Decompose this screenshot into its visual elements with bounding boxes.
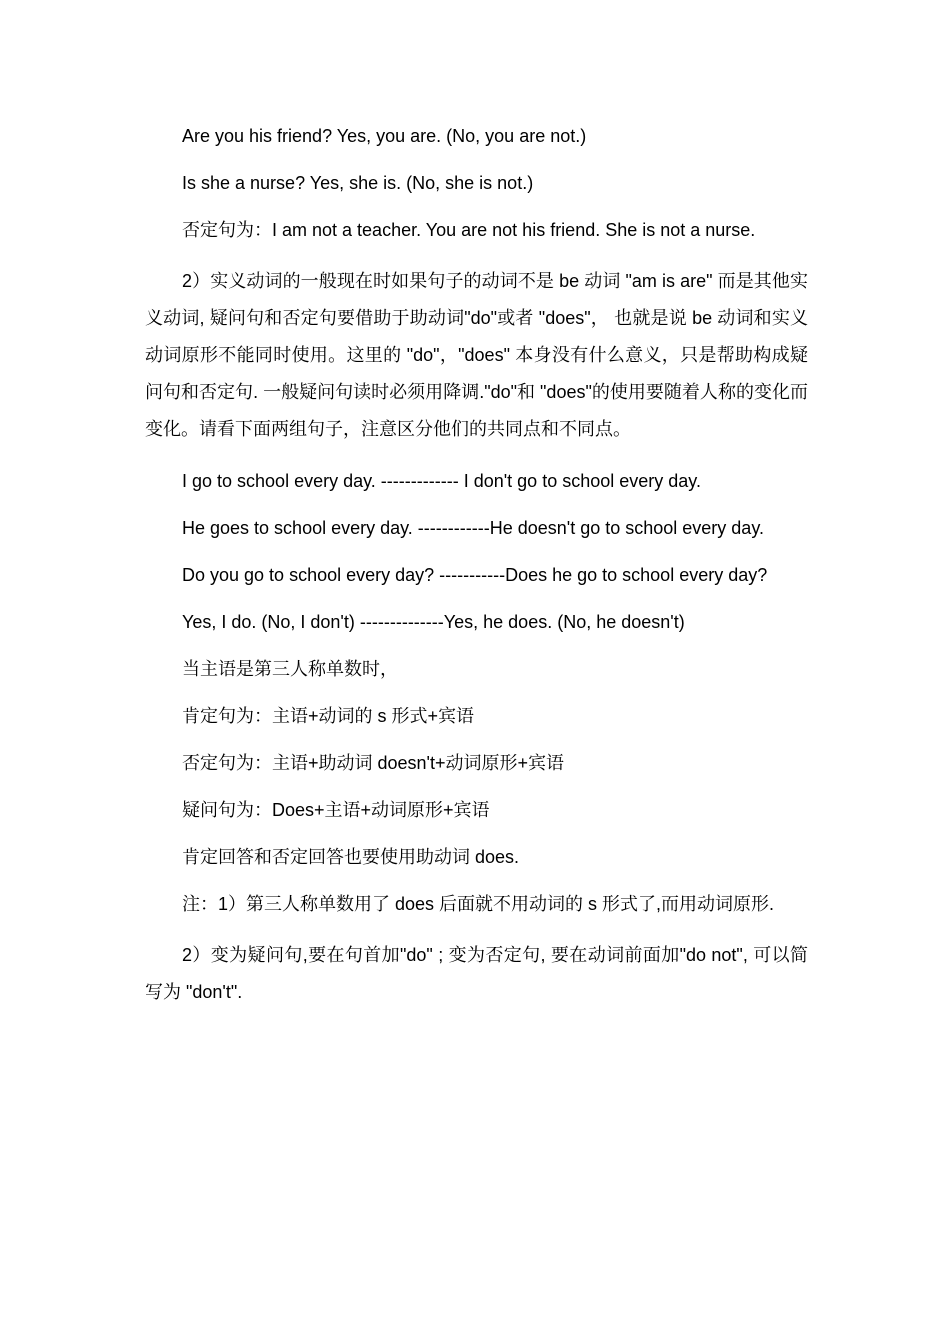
- paragraph-example-he-goes: He goes to school every day. ------------He doesn't go to school every day.: [182, 518, 764, 538]
- paragraph-example-answers: Yes, I do. (No, I don't) --------------Yes, he does. (No, he doesn't): [182, 612, 685, 632]
- paragraph-question-nurse: Is she a nurse? Yes, she is. (No, she is not.): [182, 173, 534, 193]
- paragraph-negative-sentences: 否定句为：I am not a teacher. You are not his friend. She is not a nurse.: [182, 220, 756, 240]
- paragraph-example-i-go: I go to school every day. ------------- I don't go to school every day.: [182, 471, 701, 491]
- paragraph-affirmative-rule: 肯定句为：主语+动词的 s 形式+宾语: [182, 706, 475, 726]
- paragraph-note-2: 2）变为疑问句,要在句首加"do" ; 变为否定句, 要在动词前面加"do not", 可以简写为 "don't".: [145, 945, 808, 1002]
- paragraph-third-person-intro: 当主语是第三人称单数时，: [182, 659, 398, 679]
- paragraph-question-rule: 疑问句为：Does+主语+动词原形+宾语: [182, 800, 490, 820]
- paragraph-negative-rule: 否定句为：主语+助动词 doesn't+动词原形+宾语: [182, 753, 565, 773]
- paragraph-example-questions: Do you go to school every day? -----------Does he go to school every day?: [182, 565, 768, 585]
- paragraph-answer-rule: 肯定回答和否定回答也要使用助动词 does.: [182, 847, 520, 867]
- paragraph-note-1: 注：1）第三人称单数用了 does 后面就不用动词的 s 形式了,而用动词原形.: [182, 894, 775, 914]
- paragraph-notional-verb-explanation: 2）实义动词的一般现在时如果句子的动词不是 be 动词 "am is are" 而是其他实义动词, 疑问句和否定句要借助于助动词"do"或者 "does"， 也就是说 be 动词和实义动词原形不能同时使用。这里的 "do"，"does" 本身没有什么意义，只是帮助构成疑问句和否定句. 一般疑问句读时必须用降调."do"和 "does"的使用要随着人称的变化而变化。请看下面两组句子，注意区分他们的共同点和不同点。: [145, 271, 808, 439]
- paragraph-question-friend: Are you his friend? Yes, you are. (No, you are not.): [182, 126, 587, 146]
- document-body: [145, 122, 808, 1030]
